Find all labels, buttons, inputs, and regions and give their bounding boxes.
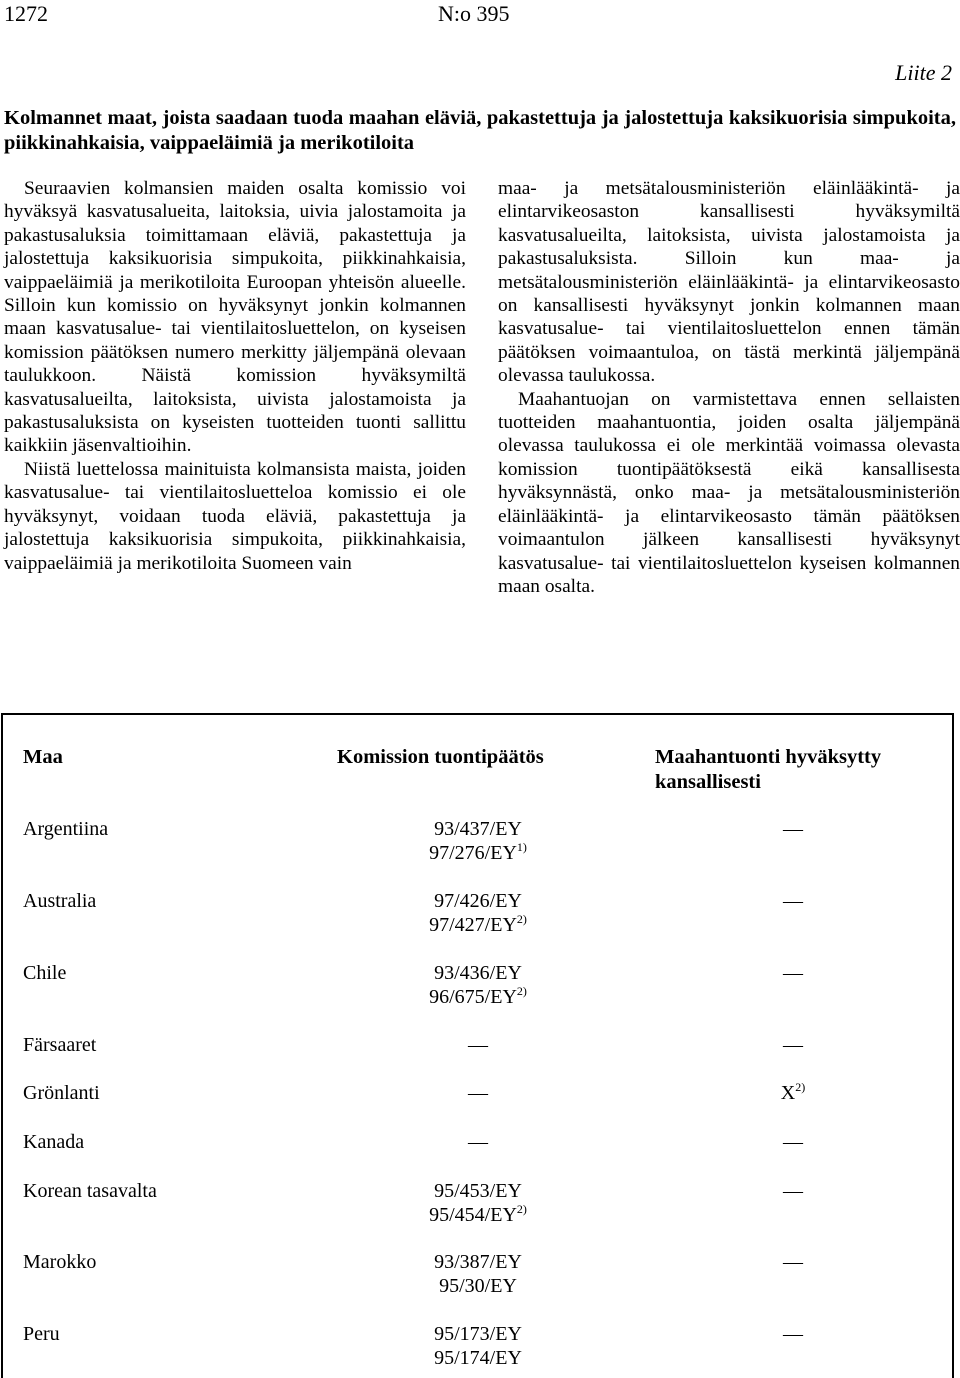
cell-national <box>718 1322 868 1346</box>
national-line-text: — <box>783 890 803 912</box>
national-line <box>718 1130 868 1154</box>
cell-decision <box>363 889 593 937</box>
decision-line-text: 95/173/EY <box>434 1323 522 1345</box>
column-header-decision: Komission tuontipäätös <box>337 746 544 768</box>
paragraph: Seuraavien kolmansien maiden osalta komissio voi hyväksyä kasvatusalueita, laitoksia, uivia jalostamoita ja pakastusaluksia toimittamaan eläviä, pakastettuja ja jalostettuja kaksikuorisia simpukoita, piikkinahkaisia, vaippaeläimiä ja merikotiloita Euroopan yhteisön alueelle. Silloin kun komissio on hyväksynyt jonkin kolmannen maan kasvatusalue- tai vientilaitosluettelon, on kyseisen komission päätöksen numero merkitty jäljempänä olevaan taulukkoon. Näistä komission hyväksymiltä kasvatusalueilta, laitoksista, uivista jalostamoista ja pakastusaluksista on kyseisten tuotteiden tuonti sallittu kaikkiin jäsenvaltioihin. <box>4 178 466 457</box>
cell-decision <box>363 1130 593 1154</box>
table-row <box>3 1033 952 1085</box>
column-header-national: Maahantuonti hyväksytty kansallisesti <box>655 746 882 793</box>
national-line-text: — <box>783 962 803 984</box>
decision-line-text: 93/436/EY <box>434 962 522 984</box>
cell-national <box>718 1081 868 1105</box>
body-column-right <box>498 177 960 598</box>
cell-decision <box>363 1250 593 1298</box>
decision-line <box>363 1081 593 1105</box>
footnote-marker: 1) <box>516 840 527 854</box>
decision-line <box>363 1346 593 1370</box>
cell-decision <box>363 1033 593 1057</box>
paragraph: maa- ja metsätalousministeriön eläinlääkintä- ja elintarvikeosaston kansallisesti hyväksymiltä kasvatusalueilta, laitoksista, uivista jalostamoista ja pakastusaluksista. Silloin kun maa- ja metsätalousministeriön eläinlääkintä- ja elintarvikeosasto on kansallisesti hyväksynyt jonkin kolmannen maan kasvatusalue- tai vientilaitosluettelon ennen tämän päätöksen voimaantuloa, on tästä merkintä jäljempänä olevassa taulukossa. <box>498 178 960 387</box>
decision-line <box>363 1033 593 1057</box>
national-line-text: — <box>783 1323 803 1345</box>
table-row <box>3 1130 952 1182</box>
annex-label: Liite 2 <box>895 60 952 85</box>
cell-national <box>718 1130 868 1154</box>
body-column-left <box>4 177 466 575</box>
decision-line-text: 93/437/EY <box>434 818 522 840</box>
cell-country: Argentiina <box>23 818 109 840</box>
issue-number: N:o 395 <box>438 1 510 26</box>
decision-line-text: 93/387/EY <box>434 1251 522 1273</box>
national-line-text: — <box>783 1180 803 1202</box>
decision-line <box>363 889 593 913</box>
cell-national <box>718 1033 868 1057</box>
national-line <box>718 1250 868 1274</box>
paragraph: Niistä luettelossa mainituista kolmansista maista, joiden kasvatusalue- tai vientilaitosluetteloa komissio ei ole hyväksynyt, voidaan tuoda eläviä, pakastettuja ja jalostettuja kaksikuorisia simpukoita, piikkinahkaisia, vaippaeläimiä ja merikotiloita Suomeen vain <box>4 458 466 574</box>
cell-country: Marokko <box>23 1251 97 1273</box>
cell-decision <box>363 1322 593 1370</box>
national-line-text: — <box>783 1251 803 1273</box>
cell-country: Färsaaret <box>23 1034 97 1056</box>
decision-line <box>363 1179 593 1203</box>
national-line <box>718 961 868 985</box>
decision-line-text: 95/30/EY <box>439 1275 517 1297</box>
footnote-marker: 2) <box>516 1202 527 1216</box>
decision-line-text: 95/453/EY <box>434 1180 522 1202</box>
table-row <box>3 1322 952 1374</box>
decision-line-text: 95/454/EY <box>429 1204 517 1226</box>
decision-line-text: 96/675/EY <box>429 986 517 1008</box>
column-header-country: Maa <box>23 746 63 768</box>
decision-line-text: 95/174/EY <box>434 1347 522 1369</box>
decision-line-text: 97/427/EY <box>429 914 517 936</box>
cell-decision <box>363 1081 593 1105</box>
decision-line-text: 97/276/EY <box>429 842 517 864</box>
national-line-text: — <box>783 1034 803 1056</box>
cell-national <box>718 817 868 841</box>
import-table <box>1 713 954 1378</box>
national-line <box>718 1081 868 1105</box>
paragraph: Maahantuojan on varmistettava ennen sellaisten tuotteiden maahantuontia, joiden osalta jäljempänä olevassa taulukossa ei ole merkintää voimassa olevasta komission tuontipäätöksestä eikä kansallisesta hyväksynnästä, onko maa- ja metsätalousministeriön eläinlääkintä- ja elintarvikeosasto tämän päätöksen voimaantulon jälkeen kansallisesti hyväksynyt kasvatusalue- tai vientilaitosluettelon kyseisen kolmannen maan osalta. <box>498 388 960 597</box>
national-line <box>718 1033 868 1057</box>
decision-line <box>363 1130 593 1154</box>
cell-national <box>718 1250 868 1274</box>
table-row <box>3 1250 952 1302</box>
cell-decision <box>363 1179 593 1227</box>
cell-country: Australia <box>23 890 97 912</box>
national-line-text: X <box>780 1082 796 1104</box>
cell-decision <box>363 817 593 865</box>
table-row <box>3 817 952 869</box>
decision-line-text: — <box>468 1082 488 1104</box>
cell-country: Kanada <box>23 1131 85 1153</box>
decision-line <box>363 985 593 1009</box>
table-row <box>3 1081 952 1133</box>
decision-line <box>363 913 593 937</box>
national-line-text: — <box>783 1131 803 1153</box>
table-row <box>3 961 952 1013</box>
decision-line <box>363 841 593 865</box>
decision-line <box>363 1250 593 1274</box>
cell-country: Chile <box>23 962 67 984</box>
national-line <box>718 1322 868 1346</box>
national-line <box>718 1179 868 1203</box>
decision-line <box>363 1322 593 1346</box>
table-row <box>3 1179 952 1231</box>
decision-line-text: — <box>468 1131 488 1153</box>
table-row <box>3 889 952 941</box>
cell-national <box>718 889 868 913</box>
decision-line <box>363 817 593 841</box>
decision-line-text: — <box>468 1034 488 1056</box>
decision-line-text: 97/426/EY <box>434 890 522 912</box>
national-line <box>718 889 868 913</box>
decision-line <box>363 1274 593 1298</box>
cell-country: Grönlanti <box>23 1082 100 1104</box>
cell-national <box>718 1179 868 1203</box>
cell-national <box>718 961 868 985</box>
cell-country: Korean tasavalta <box>23 1180 157 1202</box>
decision-line <box>363 1203 593 1227</box>
footnote-marker: 2) <box>516 912 527 926</box>
document-title: Kolmannet maat, joista saadaan tuoda maahan eläviä, pakastettuja ja jalostettuja kaksikuorisia simpukoita, piikkinahkaisia, vaippaeläimiä ja merikotiloita <box>4 107 956 154</box>
cell-country: Peru <box>23 1323 60 1345</box>
national-line-text: — <box>783 818 803 840</box>
footnote-marker: 2) <box>516 984 527 998</box>
national-line <box>718 817 868 841</box>
decision-line <box>363 961 593 985</box>
page-number: 1272 <box>4 1 48 26</box>
footnote-marker: 2) <box>795 1080 806 1094</box>
cell-decision <box>363 961 593 1009</box>
